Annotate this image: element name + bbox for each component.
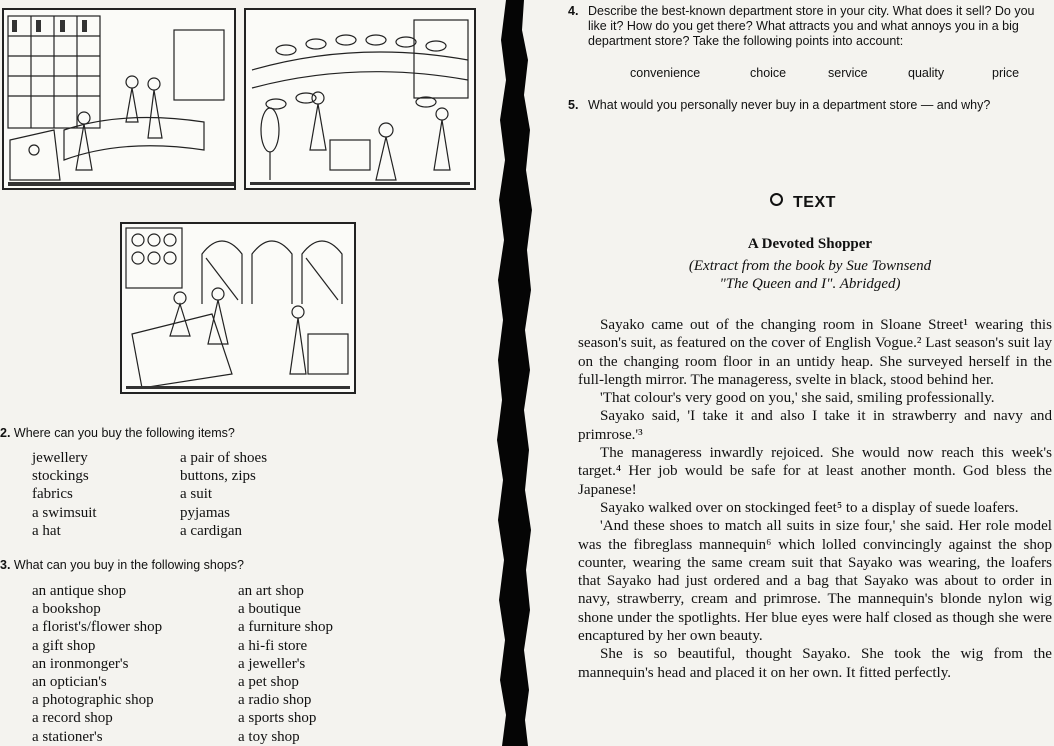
list-item: an antique shop [32,583,127,599]
question-2-text: Where can you buy the following items? [13,426,235,440]
list-item: a radio shop [238,692,312,709]
question-5-text: What would you personally never buy in a department store — and why? [588,98,991,112]
list-item: a pet shop [238,674,299,691]
list-item: an art shop [238,583,304,599]
list-item: a boutique [238,601,301,618]
point-price: price [992,66,1020,80]
story-subtitle-line2: "The Queen and I". Abridged) [719,276,901,292]
question-2 [0,426,470,441]
list-item: a sports shop [238,710,317,727]
list-item: a swimsuit [32,504,97,521]
question-4-text: Describe the best-known department store in your city. What does it sell? Do you like it? How do you get there? What attracts you and what annoys you in a big department store? Take the following points into account: [588,4,1035,48]
page-gutter [484,0,548,746]
list-item: a gift shop [32,637,96,654]
list-item: a record shop [32,710,113,727]
list-item: a jeweller's [238,655,306,672]
list-item: a furniture shop [238,619,333,636]
story-paragraph: 'That colour's very good on you,' she said, smiling professionally. [600,390,995,407]
jewellery-shop-drawing [4,10,234,188]
story-paragraph: 'And these shoes to match all suits in size four,' she said. Her role model was the fibreglass mannequin⁶ which lolled convincingly against the shop counter, wearing the same cream suit that Sayako was wearing, the loafers that Sayako had just ordered and a bag that Sayako was about to order in navy, strawberry, cream and primrose. The mannequin's blonde nylon wig shone under the spotlights. Her blue eyes were half closed as though she were encaptured by her own beauty. [578,518,1052,645]
illustration-hat-shop [244,8,476,190]
question-5 [568,98,1042,113]
story-paragraph: Sayako came out of the changing room in Sloane Street¹ wearing this season's suit, as featured on the cover of English Vogue.² Last season's suit lay on the changing room floor in an untidy heap. She surveyed herself in the full-length mirror. The manageress, svelte in black, stood behind her. [578,317,1052,388]
story-body [578,316,1052,682]
story-paragraph: Sayako said, 'I take it and also I take it in strawberry and navy and primrose.'³ [578,408,1052,443]
list-item: a bookshop [32,601,101,618]
list-item: pyjamas [180,504,230,521]
point-convenience: convenience [630,66,701,80]
story-title: A Devoted Shopper [747,236,873,252]
section-bullet-icon [770,193,783,206]
question-4-number: 4. [568,4,579,18]
question-2-number: 2. [0,426,11,440]
list-item: a suit [180,486,213,503]
list-item: an ironmonger's [32,655,129,672]
story-paragraph: She is so beautiful, thought Sayako. She took the wig from the mannequin's head and placed it on her own. It fitted perfectly. [578,646,1052,681]
illustration-fabric-shop [120,222,356,394]
fabric-shop-drawing [122,224,354,392]
q3-shops-col1 [32,582,232,746]
q2-items-col1 [32,449,172,540]
list-item: stockings [32,468,89,485]
list-item: buttons, zips [180,468,256,485]
q2-items-col2 [180,449,330,540]
list-item: fabrics [32,486,73,503]
point-choice: choice [750,66,787,80]
list-item: a pair of shoes [180,450,268,466]
list-item: jewellery [32,450,88,466]
section-heading [770,193,836,212]
list-item: a cardigan [180,522,243,539]
story-subtitle-line1: (Extract from the book by Sue Townsend [688,258,932,274]
list-item: a toy shop [238,728,300,745]
story-paragraph: Sayako walked over on stockinged feet⁵ to a display of suede loafers. [600,499,1019,516]
q3-shops-col2 [238,582,438,746]
question-4 [568,4,1042,49]
question-4-points [630,66,1030,82]
list-item: a hi-fi store [238,637,308,654]
point-service: service [828,66,868,80]
list-item: an optician's [32,674,107,691]
list-item: a stationer's [32,728,103,745]
point-quality: quality [908,66,945,80]
list-item: a hat [32,522,61,539]
question-5-number: 5. [568,98,579,112]
question-3-text: What can you buy in the following shops? [13,558,244,572]
hat-shop-drawing [246,10,474,188]
story-paragraph: The manageress inwardly rejoiced. She would now reach this week's target.⁴ Her job would be safe for at least another month. God bless the Japanese! [578,445,1052,498]
list-item: a florist's/flower shop [32,619,163,636]
illustration-jewellery-shop [2,8,236,190]
section-label: TEXT [793,194,836,211]
question-3-number: 3. [0,558,11,572]
question-3 [0,558,470,573]
list-item: a photographic shop [32,692,154,709]
